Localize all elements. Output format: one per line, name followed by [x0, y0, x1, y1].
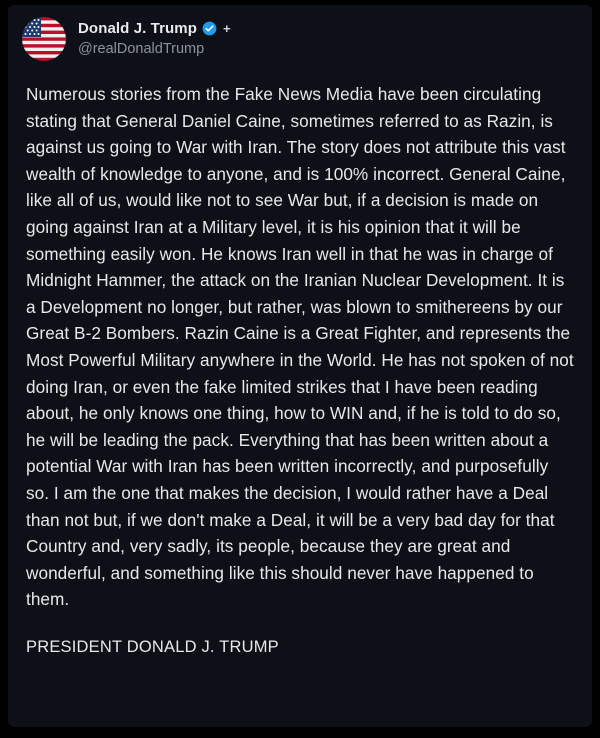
author-name-row	[78, 20, 231, 38]
post-header	[8, 5, 592, 67]
author-display-name: Donald J. Trump	[78, 19, 198, 37]
post-signature: PRESIDENT DONALD J. TRUMP	[26, 637, 279, 656]
post-body	[8, 67, 592, 659]
author-handle: @realDonaldTrump	[78, 40, 205, 57]
avatar[interactable]	[22, 17, 66, 61]
plus-badge-icon: +	[223, 21, 231, 37]
verified-check-icon	[202, 21, 217, 36]
american-flag-avatar-icon	[22, 17, 66, 61]
social-post-card	[8, 5, 592, 727]
author-name-block	[78, 20, 231, 58]
post-text: Numerous stories from the Fake News Media have been circulating stating that General Daniel Caine, sometimes referred to as Razin, is against us going to War with Iran. The story does not attribute this vast wealth of knowledge to anyone, and is 100% incorrect. General Caine, like all of us, would like not to see War but, if a decision is made on going against Iran at a Military level, it is his opinion that it will be something easily won. He knows Iran well in that he was in charge of Midnight Hammer, the attack on the Iranian Nuclear Development. It is a Development no longer, but rather, was blown to smithereens by our Great B-2 Bombers. Razin Caine is a Great Fighter, and represents the Most Powerful Military anywhere in the World. He has not spoken of not doing Iran, or even the fake limited strikes that I have been reading about, he only knows one thing, how to WIN and, if he is told to do so, he will be leading the pack. Everything that has been written about a potential War with Iran has been written incorrectly, and purposefully so. I am the one that makes the decision, I would rather have a Deal than not but, if we don't make a Deal, it will be a very bad day for that Country and, very sadly, its people, because they are great and wonderful, and something like this should never have happened to them.	[26, 84, 579, 610]
